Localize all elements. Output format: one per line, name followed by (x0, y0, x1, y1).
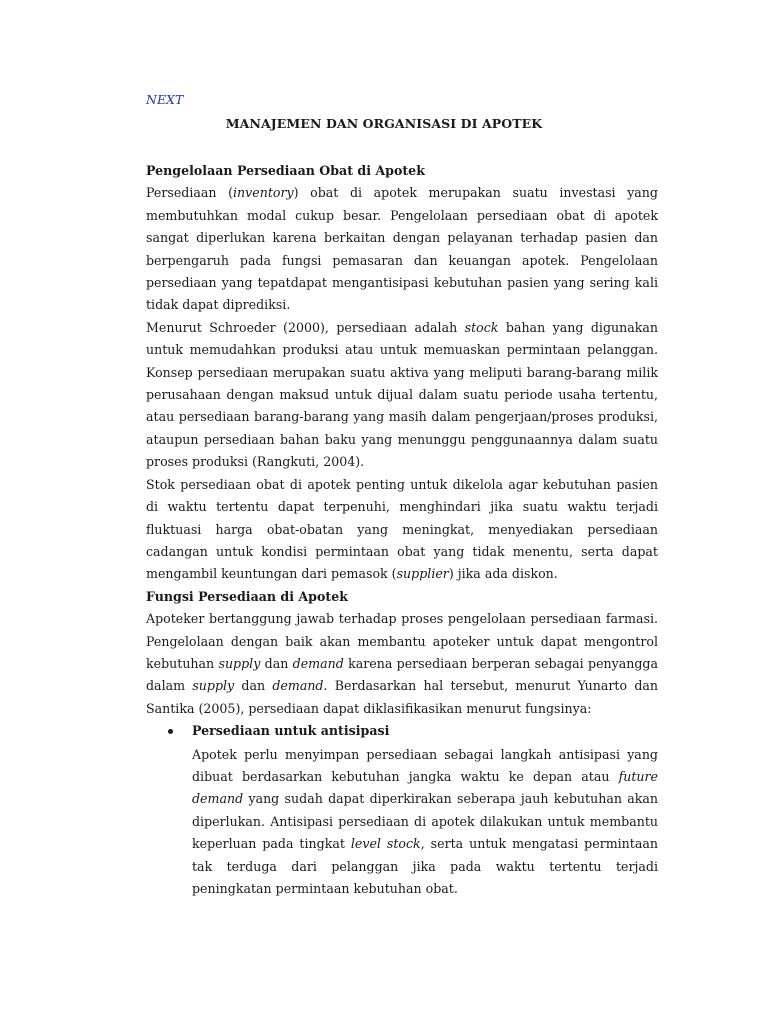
document-title: MANAJEMEN DAN ORGANISASI DI APOTEK (225, 116, 543, 131)
paragraph-inventory: Persediaan (inventory) obat di apotek merupakan suatu investasi yang membutuhkan modal cukup besar. Pengelolaan persediaan obat di apotek sangat diperlukan karena berkaitan dengan pelayanan terhadap pasien dan berpengaruh pada fungsi pemasaran dan keuangan apotek. Pengelolaan persediaan yang tepatdapat mengantisipasi kebutuhan pasien yang sering kali tidak dapat diprediksi. (146, 185, 658, 313)
paragraph-schroeder: Menurut Schroeder (2000), persediaan adalah stock bahan yang digunakan untuk memudahkan produksi atau untuk memuaskan permintaan pelanggan. Konsep persediaan merupakan suatu aktiva yang meliputi barang-barang milik perusahaan dengan maksud untuk dijual dalam suatu periode usaha tertentu, atau persediaan barang-barang yang masih dalam pengerjaan/proses produksi, ataupun persediaan bahan baku yang menunggu penggunaannya dalam suatu proses produksi (Rangkuti, 2004). (146, 319, 658, 470)
paragraph-antisipasi: Apotek perlu menyimpan persediaan sebagai langkah antisipasi yang dibuat berdasarkan kebutuhan jangka waktu ke depan atau future demand yang sudah dapat diperkirakan seberapa jauh kebutuhan akan diperlukan. Antisipasi persediaan di apotek dilakukan untuk membantu keperluan pada tingkat level stock, serta untuk mengatasi permintaan tak terduga dari pelanggan jika pada waktu tertentu terjadi peningkatan permintaan kebutuhan obat. (192, 746, 658, 896)
paragraph-stok: Stok persediaan obat di apotek penting untuk dikelola agar kebutuhan pasien di waktu tertentu dapat terpenuhi, menghindari jika suatu waktu terjadi fluktuasi harga obat-obatan yang meningkat, menyediakan persediaan cadangan untuk kondisi permintaan obat yang tidak menentu, serta dapat mengambil keuntungan dari pemasok (supplier) jika ada diskon. (146, 476, 658, 582)
list-item (146, 720, 658, 900)
document-body (146, 160, 658, 900)
section-heading-fungsi: Fungsi Persediaan di Apotek (146, 588, 348, 604)
section-heading-pengelolaan: Pengelolaan Persediaan Obat di Apotek (146, 163, 425, 178)
paragraph-apoteker: Apoteker bertanggung jawab terhadap proses pengelolaan persediaan farmasi. Pengelolaan dengan baik akan membantu apoteker untuk dapat mengontrol kebutuhan supply dan demand karena persediaan berperan sebagai penyangga dalam supply dan demand. Berdasarkan hal tersebut, menurut Yunarto dan Santika (2005), persediaan dapat diklasifikasikan menurut fungsinya: (146, 611, 659, 716)
bullet-icon (168, 729, 173, 734)
bullet-heading: Persediaan untuk antisipasi (192, 723, 390, 739)
next-link[interactable]: NEXT (146, 92, 184, 107)
